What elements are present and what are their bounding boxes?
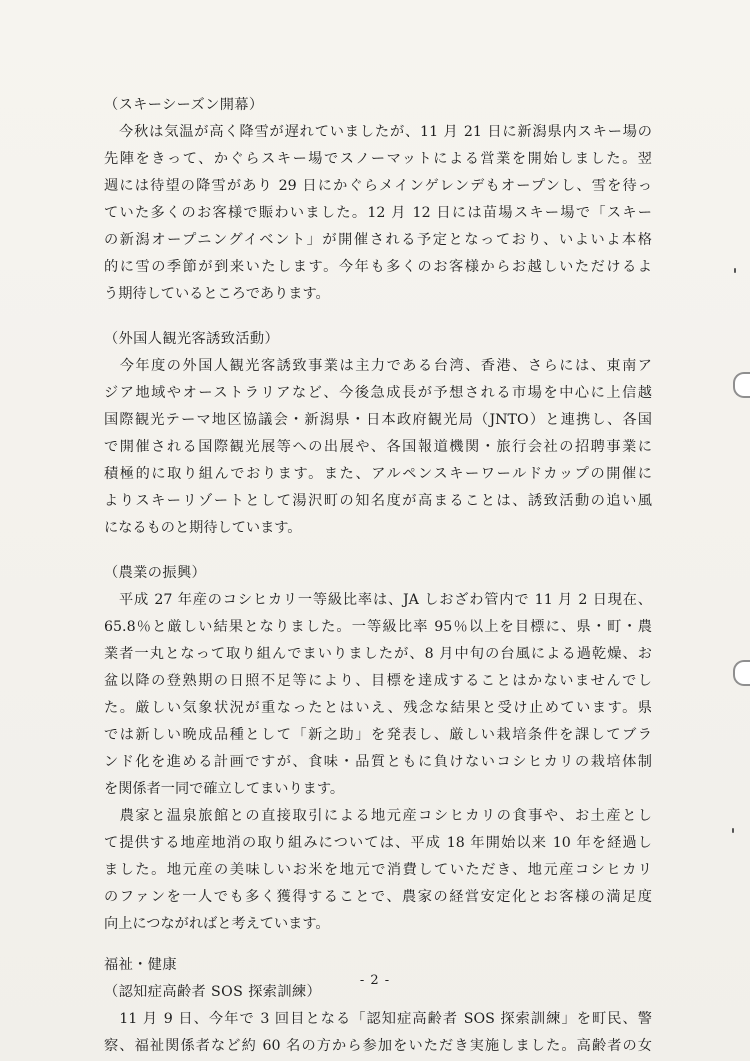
paragraph-line: う期待しているところであります。 <box>104 286 330 302</box>
paragraph-line: ジア地域やオーストラリアなど、今後急成長が予想される市場を中心に上信越 <box>104 385 652 401</box>
paragraph-line: 業者一丸となって取り組んでまいりましたが、8 月中旬の台風による過乾燥、お <box>104 646 652 662</box>
paragraph-line: て提供する地産地消の取り組みについては、平成 18 年開始以来 10 年を経過し <box>104 835 652 851</box>
paragraph-line: 11 月 9 日、今年で 3 回目となる「認知症高齢者 SOS 探索訓練」を町民、警 <box>104 1011 652 1027</box>
section-heading-welfare: （認知症高齢者 SOS 探索訓練） <box>104 984 322 1000</box>
paragraph-line: ていた多くのお客様で賑わいました。12 月 12 日には苗場スキー場で「スキー <box>104 205 652 221</box>
paragraph-line: よりスキーリゾートとして湯沢町の知名度が高まることは、誘致活動の追い風 <box>104 493 652 509</box>
section-heading-tourism: （外国人観光客誘致活動） <box>104 331 280 347</box>
paragraph-line: 察、福祉関係者など約 60 名の方から参加をいただき実施しました。高齢者の女 <box>104 1038 652 1054</box>
paragraph-welfare <box>104 1006 652 1060</box>
paragraph-line: 65.8％と厳しい結果となりました。一等級比率 95％以上を目標に、県・町・農 <box>104 619 652 635</box>
paragraph-line: 週には待望の降雪があり 29 日にかぐらメインゲレンデもオープンし、雪を待っ <box>104 178 652 194</box>
section-heading-agriculture: （農業の振興） <box>104 565 207 581</box>
paragraph-agriculture-2 <box>104 803 652 938</box>
punch-hole <box>733 660 750 686</box>
paragraph-line: 今秋は気温が高く降雪が遅れていましたが、11 月 21 日に新潟県内スキー場の <box>104 124 652 140</box>
scan-speck <box>734 268 736 273</box>
paragraph-line: 先陣をきって、かぐらスキー場でスノーマットによる営業を開始しました。翌 <box>104 151 652 167</box>
paragraph-line: 今年度の外国人観光客誘致事業は主力である台湾、香港、さらには、東南ア <box>104 358 652 374</box>
page-number: - 2 - <box>359 973 391 988</box>
paragraph-line: 的に雪の季節が到来いたします。今年も多くのお客様からお越しいただけるよ <box>104 259 652 275</box>
punch-hole <box>733 372 750 398</box>
document-body <box>104 92 652 1060</box>
paragraph-line: の新潟オープニングイベント」が開催される予定となっており、いよいよ本格 <box>104 232 652 248</box>
scan-speck <box>732 828 734 833</box>
section-heading-ski: （スキーシーズン開幕） <box>104 97 264 113</box>
paragraph-line: 農家と温泉旅館との直接取引による地元産コシヒカリの食事や、お土産とし <box>104 808 652 824</box>
paragraph-line: た。厳しい気象状況が重なったとはいえ、残念な結果と受け止めています。県 <box>104 700 652 716</box>
paragraph-line: 向上につながればと考えています。 <box>104 916 330 932</box>
paragraph-line: になるものと期待しています。 <box>104 520 302 536</box>
paragraph-line: で開催される国際観光展等への出展や、各国報道機関・旅行会社の招聘事業に <box>104 439 652 455</box>
paragraph-line: ンド化を進める計画ですが、食味・品質ともに負けないコシヒカリの栽培体制 <box>104 754 652 770</box>
paragraph-line: 国際観光テーマ地区協議会・新潟県・日本政府観光局（JNTO）と連携し、各国 <box>104 412 652 428</box>
paragraph-line: ました。地元産の美味しいお米を地元で消費していただき、地元産コシヒカリ <box>104 862 652 878</box>
paragraph-line: 平成 27 年産のコシヒカリ一等級比率は、JA しおざわ管内で 11 月 2 日現在、 <box>104 592 652 608</box>
paragraph-line: を関係者一同で確立してまいります。 <box>104 781 345 797</box>
paragraph-tourism <box>104 353 652 542</box>
paragraph-agriculture-1 <box>104 587 652 803</box>
paragraph-line: 盆以降の登熟期の日照不足等により、目標を達成することはかないませんでし <box>104 673 652 689</box>
paragraph-ski <box>104 119 652 308</box>
section-title-welfare: 福祉・健康 <box>104 957 177 973</box>
paragraph-line: では新しい晩成品種として「新之助」を発表し、厳しい栽培条件を課してブラ <box>104 727 652 743</box>
paragraph-line: のファンを一人でも多く獲得することで、農家の経営安定化とお客様の満足度 <box>104 889 652 905</box>
paragraph-line: 積極的に取り組んでおります。また、アルペンスキーワールドカップの開催に <box>104 466 652 482</box>
